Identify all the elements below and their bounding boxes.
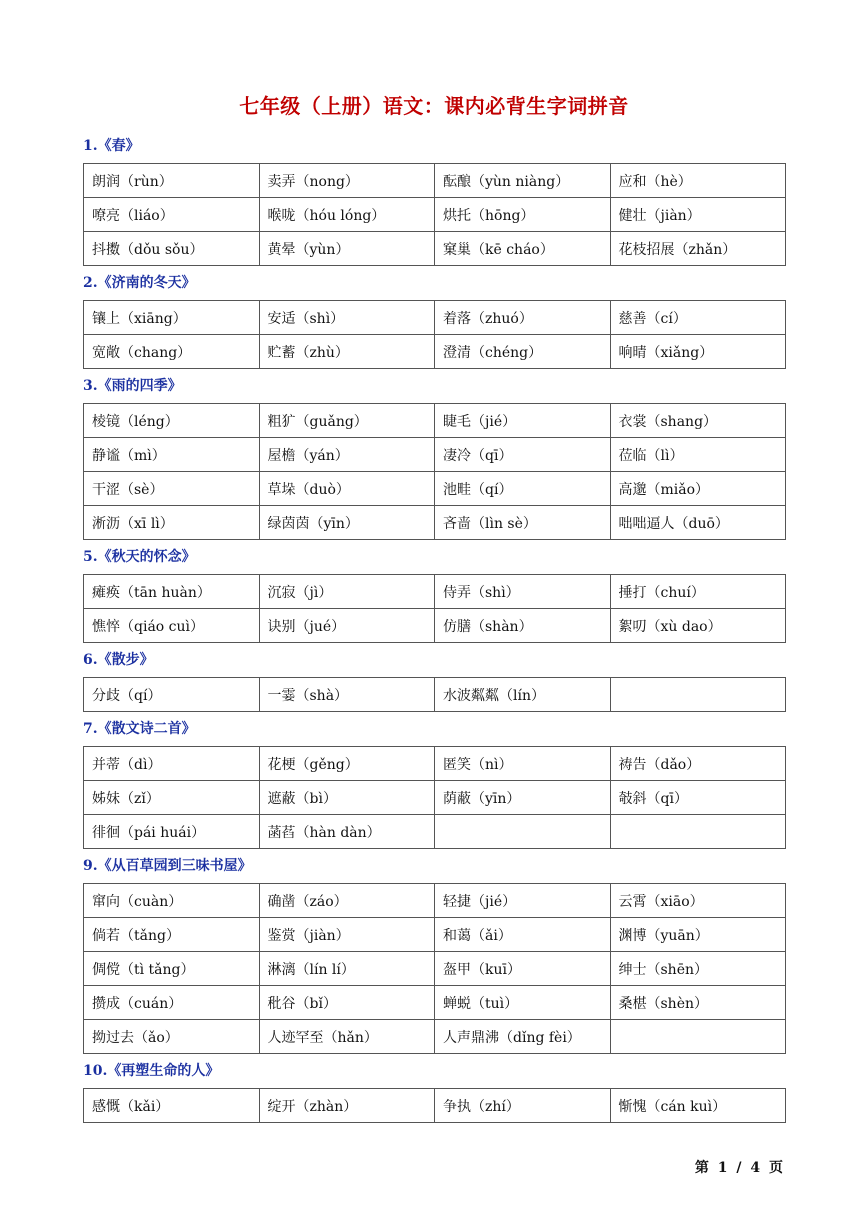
table-row <box>84 815 786 849</box>
table-row <box>84 747 786 781</box>
table-row <box>84 1089 786 1123</box>
table-row <box>84 232 786 266</box>
vocab-cell: 侍弄（shì） <box>435 575 611 609</box>
vocab-cell: 抖擞（dǒu sǒu） <box>84 232 260 266</box>
vocab-cell: 镶上（xiāng） <box>84 301 260 335</box>
vocab-cell: 窜向（cuàn） <box>84 884 260 918</box>
vocab-cell: 池畦（qí） <box>435 472 611 506</box>
vocab-cell: 倜傥（tì tǎng） <box>84 952 260 986</box>
vocab-table <box>83 1088 786 1123</box>
vocab-cell: 絮叨（xù dao） <box>610 609 786 643</box>
vocab-cell: 吝啬（lìn sè） <box>435 506 611 540</box>
vocab-cell: 绅士（shēn） <box>610 952 786 986</box>
vocab-cell: 健壮（jiàn） <box>610 198 786 232</box>
table-row <box>84 918 786 952</box>
vocab-cell: 攒成（cuán） <box>84 986 260 1020</box>
vocab-cell: 菡萏（hàn dàn） <box>259 815 435 849</box>
vocab-cell: 和蔼（ǎi） <box>435 918 611 952</box>
table-row <box>84 301 786 335</box>
vocab-cell: 秕谷（bǐ） <box>259 986 435 1020</box>
vocab-cell: 水波粼粼（lín） <box>435 678 611 712</box>
table-row <box>84 609 786 643</box>
vocab-cell: 卖弄（nong） <box>259 164 435 198</box>
vocab-cell: 确凿（záo） <box>259 884 435 918</box>
table-row <box>84 198 786 232</box>
vocab-cell: 徘徊（pái huái） <box>84 815 260 849</box>
table-row <box>84 404 786 438</box>
vocab-cell: 嘹亮（liáo） <box>84 198 260 232</box>
vocab-cell: 应和（hè） <box>610 164 786 198</box>
vocab-cell: 响晴（xiǎng） <box>610 335 786 369</box>
vocab-cell: 倘若（tǎng） <box>84 918 260 952</box>
footer-separator: / <box>736 1160 742 1176</box>
section-heading: 3.《雨的四季》 <box>83 378 182 394</box>
vocab-cell: 争执（zhí） <box>435 1089 611 1123</box>
footer-suffix: 页 <box>769 1160 783 1176</box>
vocab-cell <box>610 815 786 849</box>
table-row <box>84 986 786 1020</box>
vocab-cell: 睫毛（jié） <box>435 404 611 438</box>
vocab-cell: 喉咙（hóu lóng） <box>259 198 435 232</box>
table-row <box>84 575 786 609</box>
vocab-cell: 绽开（zhàn） <box>259 1089 435 1123</box>
table-row <box>84 506 786 540</box>
vocab-cell: 姊妹（zǐ） <box>84 781 260 815</box>
table-row <box>84 678 786 712</box>
table-row <box>84 781 786 815</box>
vocab-cell: 屋檐（yán） <box>259 438 435 472</box>
vocab-cell: 憔悴（qiáo cuì） <box>84 609 260 643</box>
vocab-cell: 沉寂（jì） <box>259 575 435 609</box>
vocab-cell: 一霎（shà） <box>259 678 435 712</box>
vocab-cell <box>610 1020 786 1054</box>
vocab-cell: 粗犷（guǎng） <box>259 404 435 438</box>
vocab-cell: 朗润（rùn） <box>84 164 260 198</box>
vocab-cell: 并蒂（dì） <box>84 747 260 781</box>
vocab-cell: 仿膳（shàn） <box>435 609 611 643</box>
vocab-table <box>83 574 786 643</box>
vocab-table <box>83 746 786 849</box>
vocab-table <box>83 300 786 369</box>
footer-page-total: 4 <box>750 1160 761 1176</box>
table-row <box>84 164 786 198</box>
vocab-cell: 瘫痪（tān huàn） <box>84 575 260 609</box>
table-row <box>84 472 786 506</box>
vocab-cell: 鉴赏（jiàn） <box>259 918 435 952</box>
section-heading: 5.《秋天的怀念》 <box>83 549 196 565</box>
section-heading: 9.《从百草园到三味书屋》 <box>83 858 252 874</box>
vocab-table <box>83 163 786 266</box>
vocab-cell: 遮蔽（bì） <box>259 781 435 815</box>
vocab-cell: 草垛（duò） <box>259 472 435 506</box>
vocab-cell: 拗过去（ǎo） <box>84 1020 260 1054</box>
vocab-cell: 绿茵茵（yīn） <box>259 506 435 540</box>
page-footer <box>693 1157 785 1177</box>
vocab-cell: 黄晕（yùn） <box>259 232 435 266</box>
vocab-cell <box>610 678 786 712</box>
vocab-cell: 分歧（qí） <box>84 678 260 712</box>
vocab-cell: 宽敞（chang） <box>84 335 260 369</box>
vocab-cell: 云霄（xiāo） <box>610 884 786 918</box>
vocab-cell: 人迹罕至（hǎn） <box>259 1020 435 1054</box>
vocab-cell: 慈善（cí） <box>610 301 786 335</box>
vocab-cell: 干涩（sè） <box>84 472 260 506</box>
section-heading: 2.《济南的冬天》 <box>83 275 196 291</box>
vocab-cell: 安适（shì） <box>259 301 435 335</box>
footer-prefix: 第 <box>694 1160 709 1176</box>
vocab-content <box>83 136 786 1130</box>
vocab-cell: 棱镜（léng） <box>84 404 260 438</box>
page-title: 七年级（上册）语文：课内必背生字词拼音 <box>239 94 629 118</box>
vocab-cell: 盔甲（kuī） <box>435 952 611 986</box>
vocab-table <box>83 403 786 540</box>
vocab-cell <box>435 815 611 849</box>
vocab-cell: 渊博（yuān） <box>610 918 786 952</box>
vocab-cell: 花枝招展（zhǎn） <box>610 232 786 266</box>
vocab-cell: 凄冷（qī） <box>435 438 611 472</box>
vocab-cell: 惭愧（cán kuì） <box>610 1089 786 1123</box>
vocab-cell: 花梗（gěng） <box>259 747 435 781</box>
vocab-cell: 感慨（kǎi） <box>84 1089 260 1123</box>
vocab-cell: 烘托（hōng） <box>435 198 611 232</box>
table-row <box>84 1020 786 1054</box>
table-row <box>84 438 786 472</box>
vocab-cell: 攲斜（qī） <box>610 781 786 815</box>
vocab-cell: 人声鼎沸（dǐng fèi） <box>435 1020 611 1054</box>
vocab-cell: 澄清（chéng） <box>435 335 611 369</box>
vocab-cell: 荫蔽（yīn） <box>435 781 611 815</box>
vocab-cell: 捶打（chuí） <box>610 575 786 609</box>
vocab-table <box>83 883 786 1054</box>
table-row <box>84 952 786 986</box>
vocab-cell: 莅临（lì） <box>610 438 786 472</box>
vocab-cell: 蝉蜕（tuì） <box>435 986 611 1020</box>
section-heading: 6.《散步》 <box>83 652 154 668</box>
table-row <box>84 335 786 369</box>
section-heading: 7.《散文诗二首》 <box>83 721 196 737</box>
vocab-cell: 祷告（dǎo） <box>610 747 786 781</box>
vocab-cell: 轻捷（jié） <box>435 884 611 918</box>
section-heading: 10.《再塑生命的人》 <box>83 1063 220 1079</box>
footer-page-number: 1 <box>717 1160 728 1176</box>
vocab-cell: 衣裳（shang） <box>610 404 786 438</box>
vocab-cell: 淋漓（lín lí） <box>259 952 435 986</box>
vocab-cell: 桑椹（shèn） <box>610 986 786 1020</box>
vocab-cell: 窠巢（kē cháo） <box>435 232 611 266</box>
vocab-cell: 诀别（jué） <box>259 609 435 643</box>
vocab-table <box>83 677 786 712</box>
vocab-cell: 匿笑（nì） <box>435 747 611 781</box>
section-heading: 1.《春》 <box>83 138 140 154</box>
vocab-cell: 酝酿（yùn niàng） <box>435 164 611 198</box>
vocab-cell: 咄咄逼人（duō） <box>610 506 786 540</box>
vocab-cell: 贮蓄（zhù） <box>259 335 435 369</box>
vocab-cell: 高邈（miǎo） <box>610 472 786 506</box>
vocab-cell: 淅沥（xī lì） <box>84 506 260 540</box>
vocab-cell: 着落（zhuó） <box>435 301 611 335</box>
vocab-cell: 静谧（mì） <box>84 438 260 472</box>
table-row <box>84 884 786 918</box>
